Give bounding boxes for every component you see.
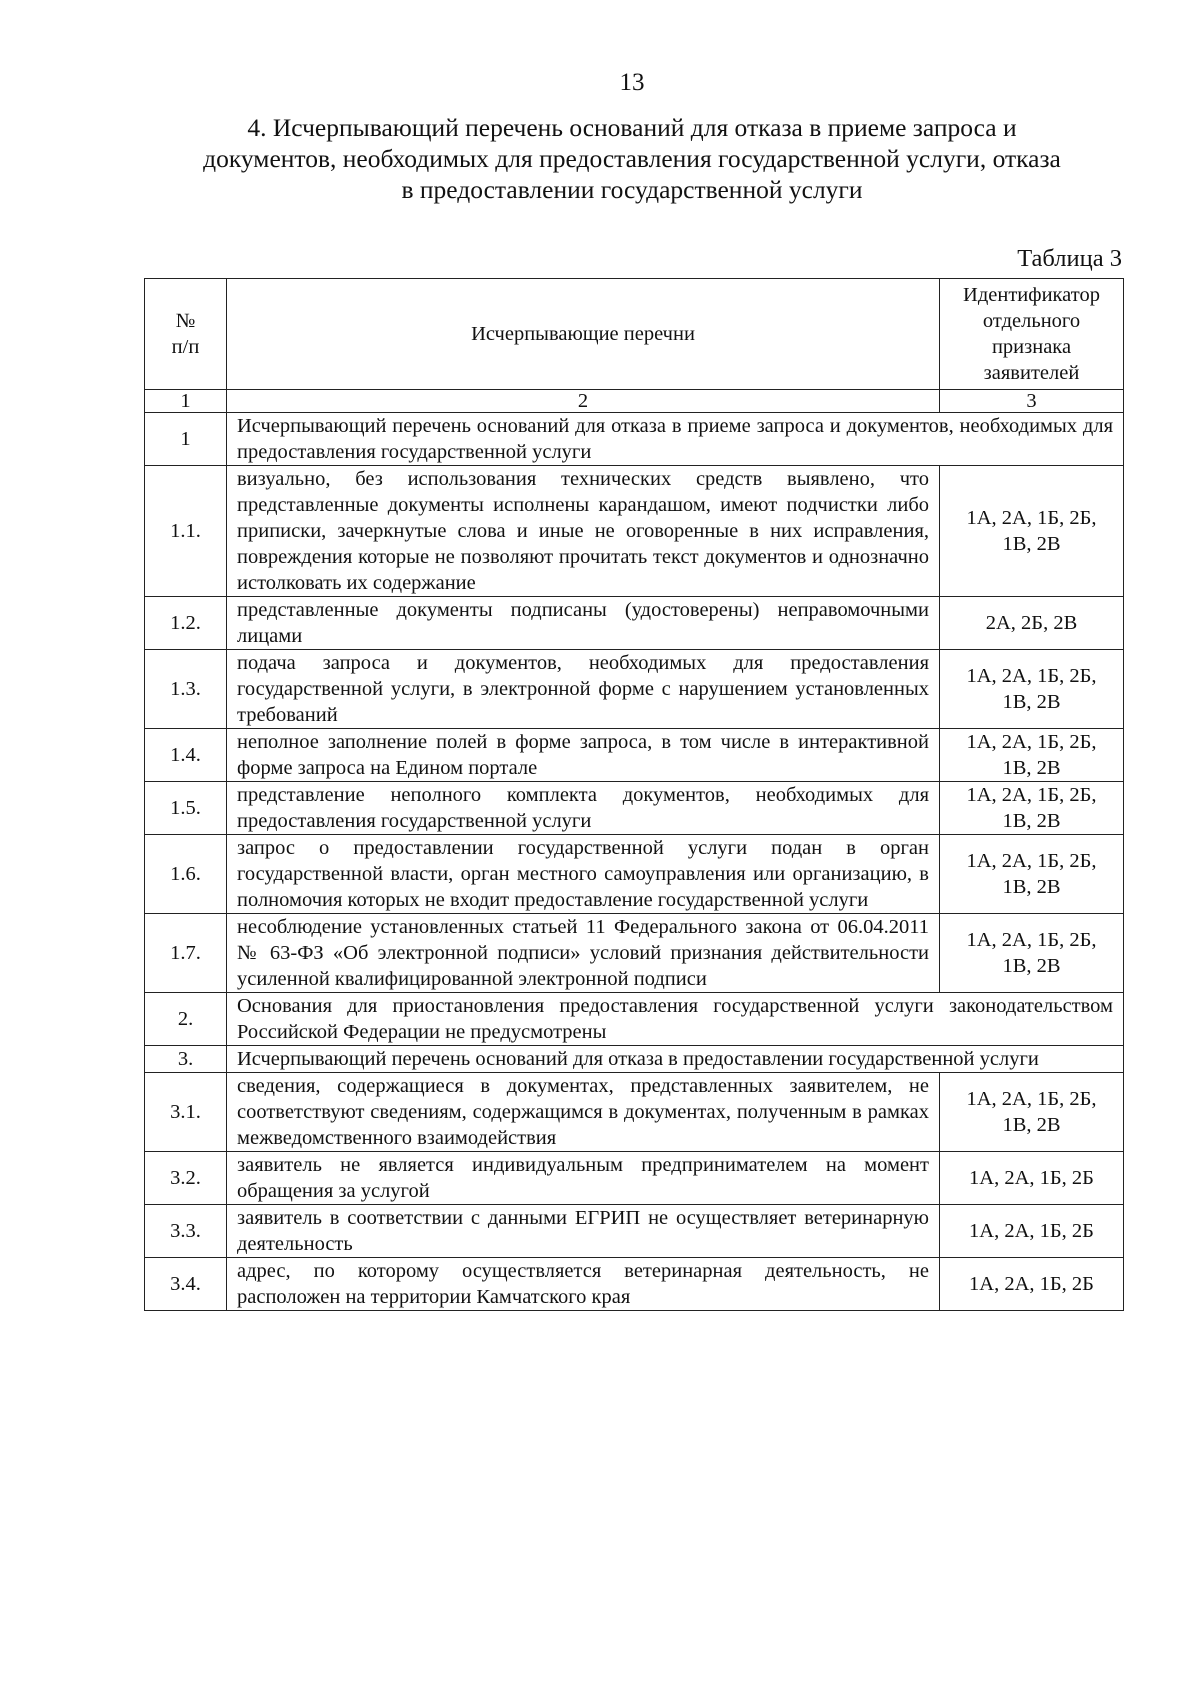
row-number: 3.3.	[145, 1205, 227, 1258]
row-number: 1.6.	[145, 835, 227, 914]
section-heading	[140, 112, 1124, 205]
table-row	[145, 1073, 1124, 1152]
row-identifier: 1А, 2А, 1Б, 2Б, 1В, 2В	[940, 914, 1124, 993]
header-identifier-line-2: отдельного	[982, 310, 1081, 332]
page-number: 13	[619, 69, 645, 96]
table-caption: Таблица 3	[1017, 245, 1122, 272]
row-identifier: 1А, 2А, 1Б, 2Б	[940, 1205, 1124, 1258]
table-row-section	[145, 993, 1124, 1046]
heading-line-1: 4. Исчерпывающий перечень оснований для отказа в приеме запроса и	[247, 113, 1017, 142]
table-row	[145, 1258, 1124, 1311]
row-number: 1.7.	[145, 914, 227, 993]
column-index-3: 3	[940, 390, 1124, 413]
table-row	[145, 1205, 1124, 1258]
row-text: заявитель в соответствии с данными ЕГРИП не осуществляет ветеринарную деятельность	[227, 1205, 940, 1258]
row-number: 1.5.	[145, 782, 227, 835]
table-row	[145, 650, 1124, 729]
row-text: Исчерпывающий перечень оснований для отказа в предоставлении государственной услуги	[227, 1046, 1124, 1073]
header-identifier-line-3: признака	[991, 336, 1072, 358]
row-number: 1.2.	[145, 597, 227, 650]
row-text: сведения, содержащиеся в документах, представленных заявителем, не соответствуют сведениям, содержащимся в документах, полученным в рамках межведомственного взаимодействия	[227, 1073, 940, 1152]
row-identifier: 1А, 2А, 1Б, 2Б, 1В, 2В	[940, 835, 1124, 914]
row-text: визуально, без использования технических средств выявлено, что представленные документы исполнены карандашом, имеют подчистки либо приписки, зачеркнутые слова и иные не оговоренные в них исправления, повреждения которые не позволяют прочитать текст документов и однозначно истолковать их содержание	[227, 466, 940, 597]
row-text: неполное заполнение полей в форме запроса, в том числе в интерактивной форме запроса на Едином портале	[227, 729, 940, 782]
table-row	[145, 914, 1124, 993]
table-row-section	[145, 413, 1124, 466]
heading-line-3: в предоставлении государственной услуги	[401, 175, 863, 204]
row-text: адрес, по которому осуществляется ветеринарная деятельность, не расположен на территории Камчатского края	[227, 1258, 940, 1311]
row-number: 2.	[145, 993, 227, 1046]
header-identifier-line-4: заявителей	[983, 362, 1080, 384]
row-text: представленные документы подписаны (удостоверены) неправомочными лицами	[227, 597, 940, 650]
grounds-table	[144, 278, 1124, 1311]
header-number-abbr: п/п	[171, 336, 200, 358]
column-index-row	[145, 390, 1124, 413]
row-identifier: 2А, 2Б, 2В	[940, 597, 1124, 650]
heading-line-2: документов, необходимых для предоставления государственной услуги, отказа	[203, 144, 1061, 173]
header-number-sign: №	[175, 310, 196, 332]
row-text: подача запроса и документов, необходимых для предоставления государственной услуги, в электронной форме с нарушением установленных требований	[227, 650, 940, 729]
table-row	[145, 782, 1124, 835]
row-identifier: 1А, 2А, 1Б, 2Б, 1В, 2В	[940, 650, 1124, 729]
row-text: запрос о предоставлении государственной услуги подан в орган государственной власти, орган местного самоуправления или организацию, в полномочия которых не входит предоставление государственной услуги	[227, 835, 940, 914]
row-text: Основания для приостановления предоставления государственной услуги законодательством Российской Федерации не предусмотрены	[227, 993, 1124, 1046]
header-cell-number	[145, 279, 227, 390]
table-row	[145, 597, 1124, 650]
row-number: 1	[145, 413, 227, 466]
row-number: 1.4.	[145, 729, 227, 782]
row-text: Исчерпывающий перечень оснований для отказа в приеме запроса и документов, необходимых для предоставления государственной услуги	[227, 413, 1124, 466]
table-row	[145, 1152, 1124, 1205]
row-number: 3.2.	[145, 1152, 227, 1205]
table-row-section	[145, 1046, 1124, 1073]
table-row	[145, 466, 1124, 597]
table-row	[145, 729, 1124, 782]
table-row	[145, 835, 1124, 914]
row-text: заявитель не является индивидуальным предпринимателем на момент обращения за услугой	[227, 1152, 940, 1205]
header-cell-identifier	[940, 279, 1124, 390]
header-identifier-line-1: Идентификатор	[963, 284, 1100, 306]
row-number: 3.	[145, 1046, 227, 1073]
row-number: 3.1.	[145, 1073, 227, 1152]
row-identifier: 1А, 2А, 1Б, 2Б, 1В, 2В	[940, 729, 1124, 782]
row-text: несоблюдение установленных статьей 11 Федерального закона от 06.04.2011 № 63-ФЗ «Об электронной подписи» условий признания действительности усиленной квалифицированной электронной подписи	[227, 914, 940, 993]
header-cell-lists: Исчерпывающие перечни	[227, 279, 940, 390]
row-number: 1.3.	[145, 650, 227, 729]
row-identifier: 1А, 2А, 1Б, 2Б	[940, 1258, 1124, 1311]
column-index-2: 2	[227, 390, 940, 413]
table-header-row	[145, 279, 1124, 390]
row-number: 3.4.	[145, 1258, 227, 1311]
row-identifier: 1А, 2А, 1Б, 2Б, 1В, 2В	[940, 782, 1124, 835]
column-index-1: 1	[145, 390, 227, 413]
row-identifier: 1А, 2А, 1Б, 2Б	[940, 1152, 1124, 1205]
row-identifier: 1А, 2А, 1Б, 2Б, 1В, 2В	[940, 1073, 1124, 1152]
row-text: представление неполного комплекта документов, необходимых для предоставления государственной услуги	[227, 782, 940, 835]
row-number: 1.1.	[145, 466, 227, 597]
row-identifier: 1А, 2А, 1Б, 2Б, 1В, 2В	[940, 466, 1124, 597]
